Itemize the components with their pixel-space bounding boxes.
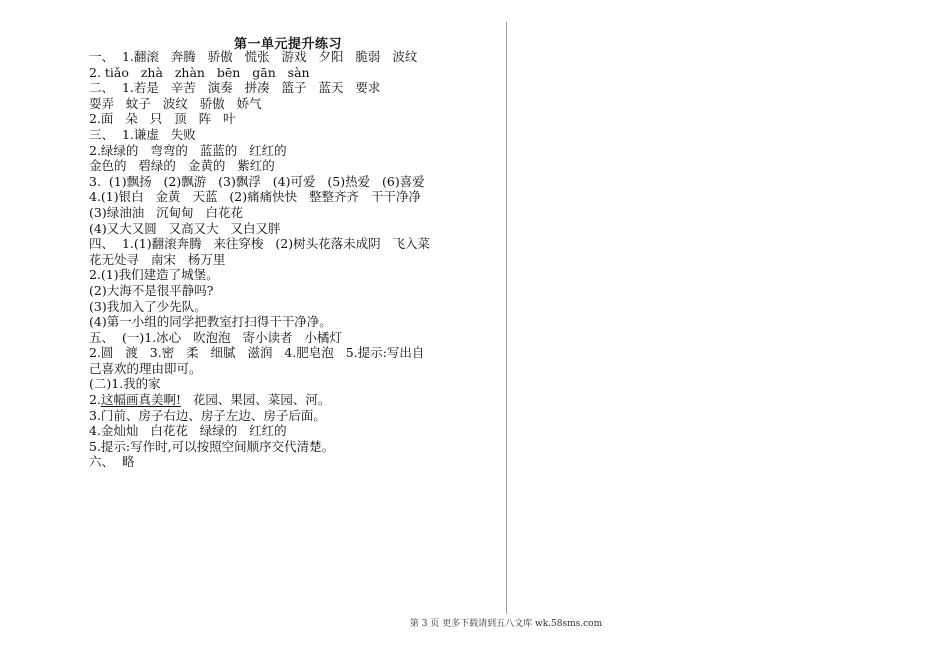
answer-line: 花无处寻 南宋 杨万里	[89, 251, 226, 267]
answer-line: 2. tiǎo zhà zhàn bēn gān sàn	[89, 64, 310, 80]
answer-line: 2.面 朵 只 顶 阵 叶	[89, 111, 236, 127]
answer-line: 2.圆 渡 3.密 柔 细腻 滋润 4.肥皂泡 5.提示:写出自	[89, 345, 425, 361]
answer-line: (4)第一小组的同学把教室打扫得干干净净。	[89, 314, 332, 330]
answer-line: (3)我加入了少先队。	[89, 298, 207, 314]
answer-line: 四、 1.(1)翻滚奔腾 来往穿梭 (2)树头花落未成阴 飞入菜	[89, 236, 431, 252]
answer-line: 4.金灿灿 白花花 绿绿的 红红的	[89, 423, 287, 439]
answer-line: (3)绿油油 沉甸甸 白花花	[89, 204, 244, 220]
answer-line: (4)又大又圆 又高又大 又白又胖	[89, 220, 281, 236]
answer-line: 2.(1)我们建造了城堡。	[89, 267, 219, 283]
answer-line: 3.门前、房子右边、房子左边、房子后面。	[89, 407, 326, 423]
page-footer: 第 3 页 更多下载请到五八文库 wk.58sms.com	[409, 619, 603, 629]
answer-line: 3. (1)飘扬 (2)飘游 (3)飘浮 (4)可爱 (5)热爱 (6)喜爱	[89, 173, 425, 189]
answer-line: 4.(1)银白 金黄 天蓝 (2)痛痛快快 整整齐齐 干干净净	[89, 189, 421, 205]
answer-line: 三、 1.谦虚 失败	[89, 126, 196, 142]
answer-line: 一、 1.翻滚 奔腾 骄傲 慌张 游戏 夕阳 脆弱 波纹	[89, 49, 418, 64]
line-rest: 花园、果园、菜园、河。	[180, 392, 331, 408]
answer-line: 己喜欢的理由即可。	[89, 360, 202, 376]
answer-line: 耍弄 蚊子 波纹 骄傲 娇气	[89, 95, 262, 111]
answer-line: 2.绿绿的 弯弯的 蓝蓝的 红红的	[89, 142, 287, 158]
answer-line: (二)1.我的家	[89, 376, 161, 392]
column-divider	[506, 22, 507, 614]
page-title: 第一单元提升练习	[233, 37, 342, 52]
answer-line-with-underline	[89, 392, 499, 408]
line-prefix: 2.	[89, 392, 101, 408]
answer-content	[89, 49, 499, 470]
underlined-sentence: 这幅画真美啊!	[100, 392, 181, 408]
answer-line: 金色的 碧绿的 金黄的 紫红的	[89, 158, 275, 174]
answer-line: (2)大海不是很平静吗?	[89, 282, 214, 298]
answer-line: 5.提示:写作时,可以按照空间顺序交代清楚。	[89, 438, 335, 454]
answer-line: 二、 1.若是 辛苦 演奏 拼凑 篮子 蓝天 要求	[89, 80, 381, 96]
answer-line: 六、 略	[89, 454, 135, 470]
answer-line: 五、 (一)1.冰心 吹泡泡 寄小读者 小橘灯	[89, 329, 342, 345]
